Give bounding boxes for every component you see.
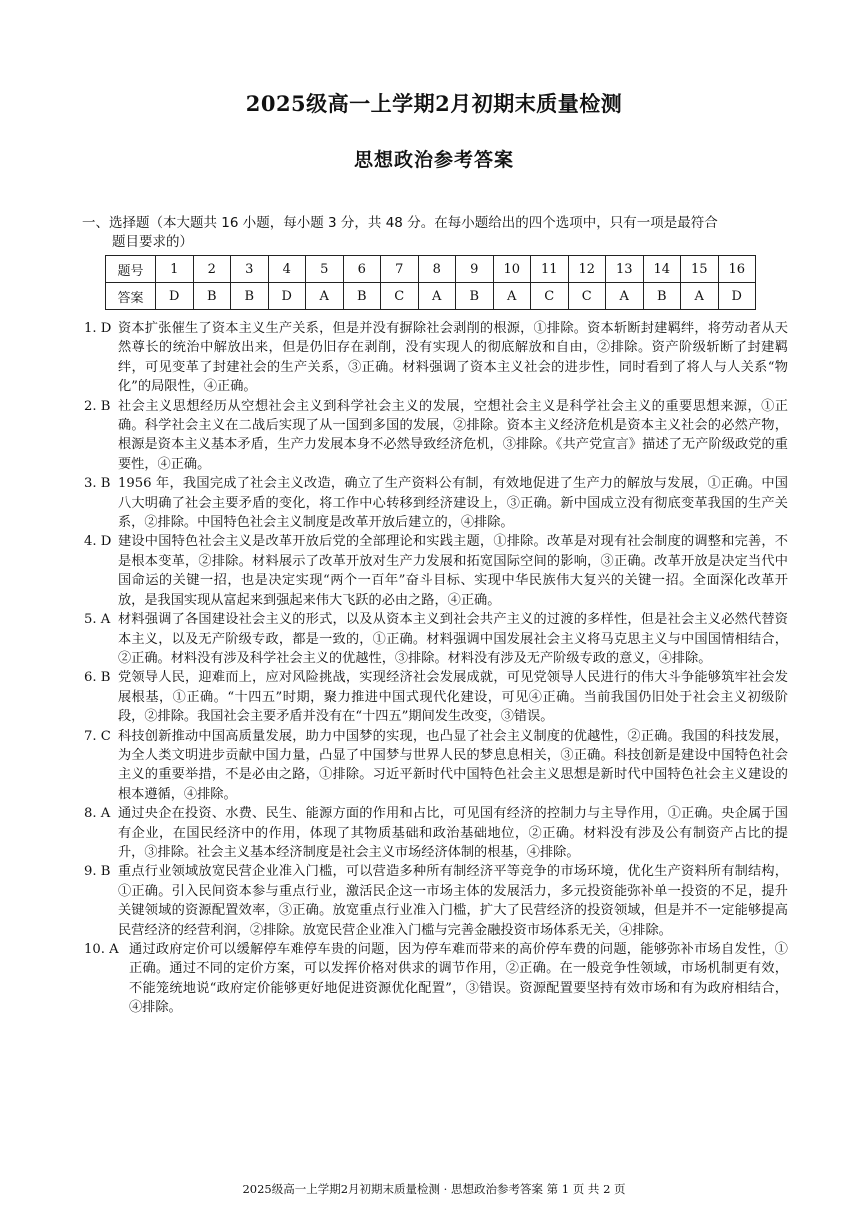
explanation-text: 重点行业领域放宽民营企业准入门槛，可以营造多种所有制经济平等竞争的市场环境，优化生产资料所有制结构，①正确。引入民间资本参与重点行业，激活民企这一市场主体的发展活力，多元投资能弥补单一投资的不足，提升关键领域的资源配置效率，③正确。放宽重点行业准入门槛，扩大了民营经济的投资领域，但是并不一定能够提高民营经济的经营利润，②排除。放宽民营企业准入门槛与完善金融投资市场体系无关，④排除。 — [118, 864, 788, 938]
section-heading-line1: 一、选择题（本大题共 16 小题，每小题 3 分，共 48 分。在每小题给出的四个选项中，只有一项是最符合 — [82, 215, 718, 231]
page-footer: 2025级高一上学期2月初期末质量检测 · 思想政治参考答案 第 1 页 共 2 页 — [242, 1182, 626, 1196]
question-number-cell: 1 — [156, 256, 194, 283]
answer-cell: C — [568, 283, 606, 310]
explanation-number: 8. A — [84, 806, 111, 822]
question-number-cell: 10 — [493, 256, 531, 283]
answer-cell: D — [718, 283, 756, 310]
page-title: 2025级高一上学期2月初期末质量检测 — [245, 91, 623, 116]
question-number-cell: 12 — [568, 256, 606, 283]
explanation-item — [84, 804, 788, 862]
question-number-cell: 7 — [381, 256, 419, 283]
answer-row-header: 答案 — [106, 283, 156, 310]
answer-table-number-row — [106, 256, 756, 283]
question-number-cell: 3 — [231, 256, 269, 283]
explanation-text: 通过政府定价可以缓解停车难停车贵的问题，因为停车难而带来的高价停车费的问题，能够弥补市场自发性，①正确。通过不同的定价方案，可以发挥价格对供求的调节作用，②正确。在一般竞争性领域，市场机制更有效，不能笼统地说“政府定价能够更好地促进资源优化配置”，③错误。资源配置要坚持有效市场和有为政府相结合，④排除。 — [129, 942, 788, 1016]
question-number-cell: 16 — [718, 256, 756, 283]
question-number-cell: 5 — [306, 256, 344, 283]
question-number-cell: 4 — [268, 256, 306, 283]
explanation-text: 党领导人民，迎难而上，应对风险挑战，实现经济社会发展成就，可见党领导人民进行的伟大斗争能够筑牢社会发展根基，①正确。“十四五”时期，聚力推进中国式现代化建设，可见④正确。当前我国仍旧处于社会主义初级阶段，②排除。我国社会主要矛盾并没有在“十四五”期间发生改变，③错误。 — [118, 670, 788, 725]
answer-cell: D — [156, 283, 194, 310]
answer-cell: C — [381, 283, 419, 310]
explanation-number: 4. D — [84, 534, 112, 550]
explanation-text: 材料强调了各国建设社会主义的形式，以及从资本主义到社会共产主义的过渡的多样性，但是社会主义必然代替资本主义，以及无产阶级专政，都是一致的，①正确。材料强调中国发展社会主义将马克思主义与中国国情相结合，②正确。材料没有涉及科学社会主义的优越性，③排除。材料没有涉及无产阶级专政的意义，④排除。 — [118, 612, 788, 666]
explanation-number: 10. A — [84, 942, 119, 957]
number-row-header: 题号 — [106, 256, 156, 283]
answer-cell: A — [606, 283, 644, 310]
question-number-cell: 8 — [418, 256, 456, 283]
explanation-number: 1. D — [84, 321, 112, 336]
explanation-number: 9. B — [84, 864, 111, 880]
answer-cell: B — [456, 283, 494, 310]
explanation-item — [84, 319, 788, 397]
answer-cell: D — [268, 283, 306, 310]
explanation-text: 通过央企在投资、水费、民生、能源方面的作用和占比，可见国有经济的控制力与主导作用，①正确。央企属于国有企业，在国民经济中的作用，体现了其物质基础和政治基础地位，②正确。材料没有涉及公有制资产占比的提升，③排除。社会主义基本经济制度是社会主义市场经济体制的根基，④排除。 — [118, 806, 788, 860]
answer-cell: A — [493, 283, 531, 310]
explanation-text: 建设中国特色社会主义是改革开放后党的全部理论和实践主题，①排除。改革是对现有社会制度的调整和完善，不是根本变革，②排除。材料展示了改革开放对生产力发展和拓宽国际空间的影响，③正确。改革开放是决定当代中国命运的关键一招，也是决定实现“两个一百年”奋斗目标、实现中华民族伟大复兴的关键一招。全面深化改革开放，是我国实现从富起来到强起来伟大飞跃的必由之路，④正确。 — [118, 534, 788, 608]
question-number-cell: 2 — [193, 256, 231, 283]
answer-cell: C — [531, 283, 569, 310]
question-number-cell: 6 — [343, 256, 381, 283]
explanation-number: 5. A — [84, 612, 111, 628]
explanation-item — [84, 862, 788, 940]
explanation-item — [84, 610, 788, 668]
explanation-number: 6. B — [84, 670, 111, 686]
answer-cell: A — [418, 283, 456, 310]
answer-explanations — [84, 319, 788, 1018]
question-number-cell: 9 — [456, 256, 494, 283]
explanation-text: 资本扩张催生了资本主义生产关系，但是并没有摒除社会剥削的根源，①排除。资本斩断封建羁绊，将劳动者从天然尊长的统治中解放出来，但是仍旧存在剥削，没有实现人的彻底解放和自由，②排除。资产阶级斩断了封建羁绊，可见变革了封建社会的生产关系，③正确。材料强调了资本主义社会的进步性，同时看到了将人与人关系“物化”的局限性，④正确。 — [118, 321, 788, 395]
question-number-cell: 15 — [681, 256, 719, 283]
question-number-cell: 13 — [606, 256, 644, 283]
explanation-item — [84, 397, 788, 475]
answer-table — [105, 255, 756, 310]
explanation-item — [84, 727, 788, 805]
answer-cell: B — [231, 283, 269, 310]
explanation-item — [84, 532, 788, 610]
explanation-text: 1956 年，我国完成了社会主义改造，确立了生产资料公有制，有效地促进了生产力的解放与发展，①正确。中国八大明确了社会主要矛盾的变化，将工作中心转移到经济建设上，③正确。新中国成立没有彻底变革我国的生产关系，②排除。中国特色社会主义制度是改革开放后建立的，④排除。 — [118, 476, 788, 531]
answer-table-answer-row — [106, 283, 756, 310]
answer-cell: A — [681, 283, 719, 310]
answer-cell: B — [643, 283, 681, 310]
explanation-item — [84, 668, 788, 726]
question-number-cell: 11 — [531, 256, 569, 283]
answer-cell: B — [193, 283, 231, 310]
section-heading — [82, 214, 787, 252]
answer-cell: B — [343, 283, 381, 310]
section-heading-line2: 题目要求的） — [112, 234, 193, 250]
explanation-item — [84, 474, 788, 532]
page-subtitle: 思想政治参考答案 — [353, 149, 514, 171]
explanation-number: 3. B — [84, 476, 111, 492]
explanation-text: 科技创新推动中国高质量发展，助力中国梦的实现，也凸显了社会主义制度的优越性，②正确。我国的科技发展，为全人类文明进步贡献中国力量，凸显了中国梦与世界人民的梦息息相关，③正确。科技创新是建设中国特色社会主义的重要举措，不是必由之路，①排除。习近平新时代中国特色社会主义思想是新时代中国特色社会主义建设的根本遵循，④排除。 — [118, 728, 788, 802]
question-number-cell: 14 — [643, 256, 681, 283]
explanation-number: 7. C — [84, 728, 111, 744]
explanation-item — [84, 940, 788, 1018]
answer-cell: A — [306, 283, 344, 310]
explanation-number: 2. B — [84, 398, 111, 414]
explanation-text: 社会主义思想经历从空想社会主义到科学社会主义的发展，空想社会主义是科学社会主义的重要思想来源，①正确。科学社会主义在二战后实现了从一国到多国的发展，②排除。资本主义经济危机是资本主义社会的必然产物，根源是资本主义基本矛盾，生产力发展本身不必然导致经济危机，③排除。《共产党宣言》描述了无产阶级政党的重要性，④正确。 — [118, 398, 788, 472]
